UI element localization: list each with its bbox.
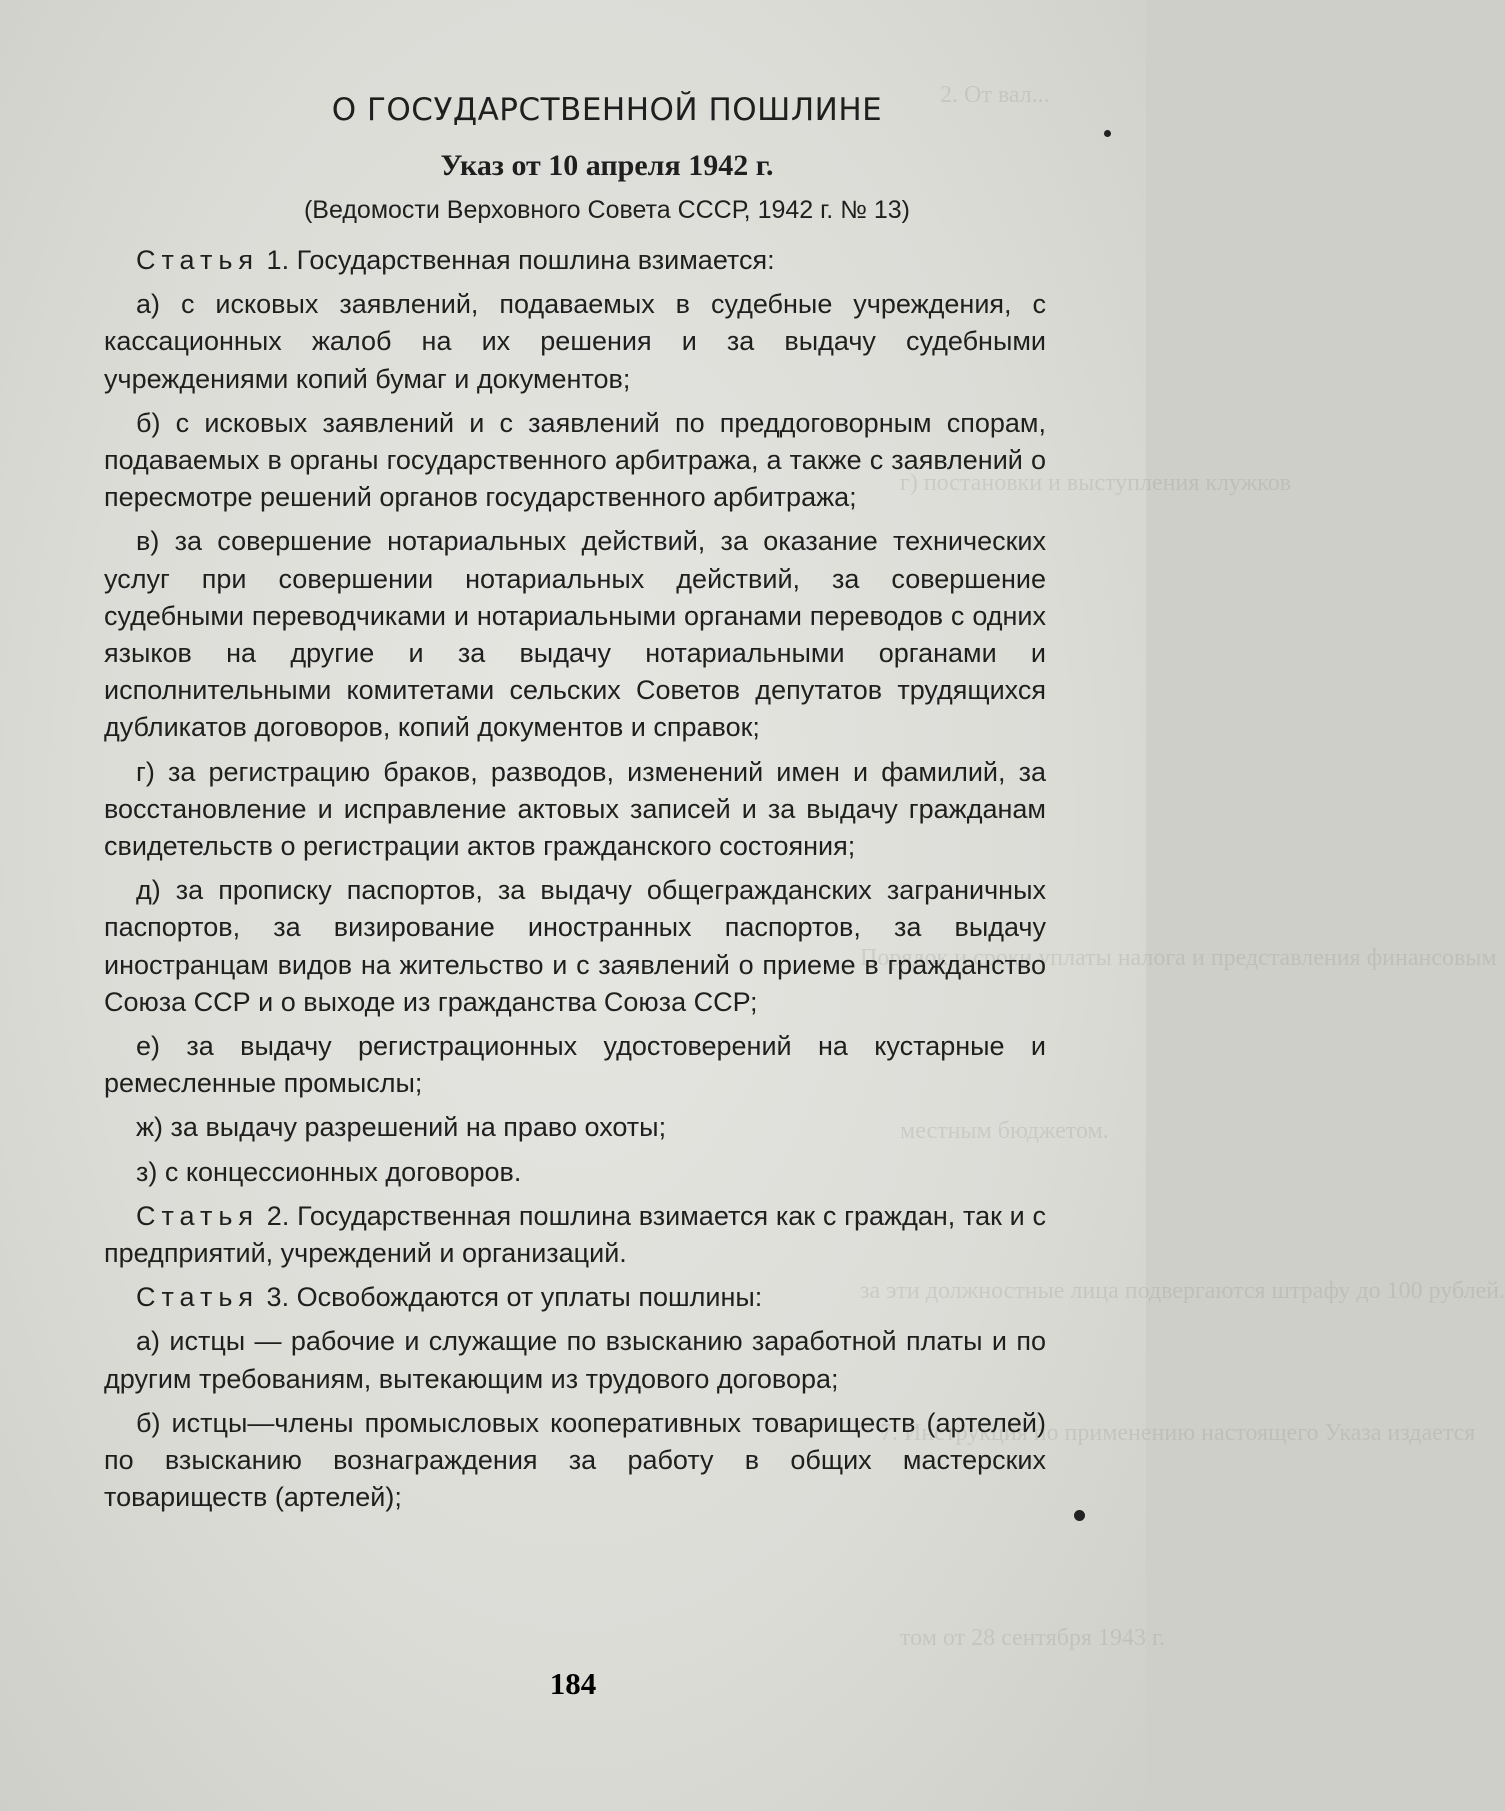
scanned-page: 2. От вал... г) постановки и выступления клужков Порядок и сроки уплаты налога и представления финансовым местным бюджетом. за эти должностные лица подвергаются штрафу до 100 рублей. 7. Инструкция по применению настоящего Указа издается том от 28 сентября 1943 г. О ГОСУДАРСТВЕННОЙ ПОШЛИНЕ Указ от 10 апреля 1942 г. (Ведомости Верховного Совета СССР, 1942 г. № 13) Статья 1. Государственная пошлина взимается: а) с исковых заявлений, подаваемых в судебные учреждения, с кассационных жалоб на их решения и за выдачу судебными учреждениями копий бумаг и документов; б) с исковых заявлений и с заявлений по преддоговорным спорам, подаваемых в органы государственного арбитража, а также с заявлений о пересмотре решений органов государственного арбитража; в) за совершение нотариальных действий, за оказание технических услуг при совершении нотариальных действий, за совершение судебными переводчиками и нотариальными органами переводов с одних языков на другие и за выдачу нотариальными органами и исполнительными комитетами сельских Советов депутатов трудящихся дубликатов договоров, копий документов и справок; г) за регистрацию браков, разводов, изменений имен и фамилий, за восстановление и исправление актовых записей и за выдачу гражданам свидетельств о регистрации актов гражданского состояния; д) за прописку паспортов, за выдачу общегражданских заграничных паспортов, за визирование иностранных паспортов, за выдачу иностранцам видов на жительство и с заявлений о приеме в гражданство Союза ССР и о выходе из гражданства Союза ССР; е) за выдачу регистрационных удостоверений на кустарные и ремесленные промыслы; ж) за выдачу разрешений на право охоты; з) с концессионных договоров. Статья 2. Государственная пошлина взимается как с граждан, так и с предприятий, учреждений и организаций. Статья 3. Освобождаются от уплаты пошлины: а) истцы — рабочие и служащие по взысканию заработной платы и по другим требованиям, вытекающим из трудового договора; б) истцы—члены промысловых кооперативных товариществ (артелей) по взысканию вознаграждения за работу в общих мастерских товариществ (артелей); 184 <box>0 0 1146 1811</box>
article-1-item-b: б) с исковых заявлений и с заявлений по преддоговорным спорам, подаваемых в органы государственного арбитража, а также с заявлений о пересмотре решений органов государственного арбитража; <box>104 407 1046 513</box>
article-label: Статья <box>136 245 260 275</box>
article-1-heading <box>104 242 1046 279</box>
document-body <box>104 242 1046 1517</box>
article-1-item-d: д) за прописку паспортов, за выдачу общегражданских заграничных паспортов, за визирование иностранных паспортов, за выдачу иностранцам видов на жительство и с заявлений о приеме в гражданство Союза ССР и о выходе из гражданства Союза ССР; <box>104 875 1046 1017</box>
page-title: О ГОСУДАРСТВЕННОЙ ПОШЛИНЕ <box>331 92 883 128</box>
article-text: 3. Освобождаются от уплаты пошлины: <box>259 1282 763 1313</box>
decree-date: Указ от 10 апреля 1942 г. <box>440 149 774 182</box>
article-2 <box>104 1198 1046 1272</box>
article-label: Статья <box>136 1200 260 1231</box>
article-3-item-a: а) истцы — рабочие и служащие по взысканию заработной платы и по другим требованиям, вытекающим из трудового договора; <box>104 1326 1046 1394</box>
article-text: 2. Государственная пошлина взимается как с граждан, так и с предприятий, учреждений и организаций. <box>104 1200 1046 1269</box>
source-reference: (Ведомости Верховного Совета СССР, 1942 г. № 13) <box>303 196 910 224</box>
article-1-item-g: г) за регистрацию браков, разводов, изменений имен и фамилий, за восстановление и исправление актовых записей и за выдачу гражданам свидетельств о регистрации актов гражданского состояния; <box>104 756 1046 862</box>
article-3-heading <box>104 1279 1046 1316</box>
article-1-item-e: е) за выдачу регистрационных удостоверений на кустарные и ремесленные промыслы; <box>104 1031 1046 1099</box>
article-1-item-a: а) с исковых заявлений, подаваемых в судебные учреждения, с кассационных жалоб на их решения и за выдачу судебными учреждениями копий бумаг и документов; <box>104 289 1046 394</box>
article-1-item-z: з) с концессионных договоров. <box>136 1156 522 1187</box>
article-text: 1. Государственная пошлина взимается: <box>259 245 775 275</box>
page-number: 184 <box>549 1666 597 1701</box>
article-label: Статья <box>136 1282 260 1313</box>
article-1-item-v: в) за совершение нотариальных действий, за оказание технических услуг при совершении нотариальных действий, за совершение судебными переводчиками и нотариальными органами переводов с одних языков на другие и за выдачу нотариальными органами и исполнительными комитетами сельских Советов депутатов трудящихся дубликатов договоров, копий документов и справок; <box>104 526 1046 743</box>
article-1-item-zh: ж) за выдачу разрешений на право охоты; <box>136 1112 667 1143</box>
article-3-item-b: б) истцы—члены промысловых кооперативных товариществ (артелей) по взысканию вознаграждения за работу в общих мастерских товариществ (артелей); <box>104 1407 1046 1513</box>
document-column <box>104 72 1046 1524</box>
